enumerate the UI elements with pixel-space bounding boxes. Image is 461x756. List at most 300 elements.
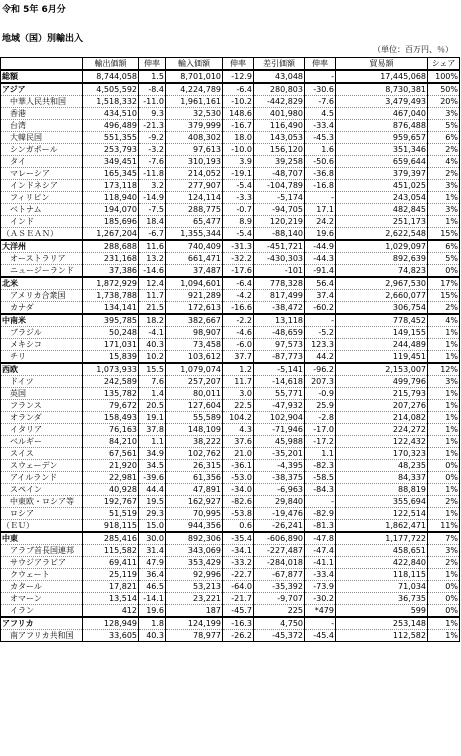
page-subtitle: 地域（国）別輸出入	[2, 34, 84, 44]
table-cell: 22,981	[83, 472, 139, 484]
table-cell: -6.0	[223, 339, 254, 351]
table-cell: 1,079,074	[166, 363, 223, 376]
table-cell: 1,029,097	[336, 240, 428, 253]
table-cell: 2,660,077	[336, 290, 428, 302]
table-cell: 0%	[428, 460, 460, 472]
row-label: アジア	[1, 83, 83, 96]
table-cell: -96.2	[305, 363, 336, 376]
table-cell: -4.2	[223, 290, 254, 302]
table-cell: 2%	[428, 168, 460, 180]
table-cell: 122,514	[336, 508, 428, 520]
table-cell: -7.5	[139, 204, 166, 216]
table-cell: 103,612	[166, 351, 223, 364]
table-cell: 29.3	[139, 508, 166, 520]
table-cell: -33.4	[305, 569, 336, 581]
table-cell: 379,397	[336, 168, 428, 180]
table-cell: 599	[336, 605, 428, 618]
table-cell: 1,738,788	[83, 290, 139, 302]
table-cell: 15.5	[139, 363, 166, 376]
table-cell: -17.2	[305, 436, 336, 448]
table-cell: 280,803	[254, 83, 305, 96]
table-cell: 2,967,530	[336, 277, 428, 290]
table-cell: 30.0	[139, 532, 166, 545]
table-cell: -21.3	[139, 120, 166, 132]
column-header: 差引価額	[254, 58, 305, 71]
table-cell: -38,375	[254, 472, 305, 484]
table-row	[1, 569, 460, 581]
table-cell: 69,411	[83, 557, 139, 569]
table-cell: 224,272	[336, 424, 428, 436]
table-cell: -10.2	[223, 96, 254, 108]
table-cell: -	[305, 70, 336, 83]
table-cell: 382,667	[166, 314, 223, 327]
table-cell: -31.3	[223, 240, 254, 253]
row-label: 西欧	[1, 363, 83, 376]
table-cell: -88,140	[254, 228, 305, 241]
row-label: ベルギー	[1, 436, 83, 448]
table-cell: -21.7	[223, 593, 254, 605]
table-cell: 482,845	[336, 204, 428, 216]
table-cell: -5.4	[223, 228, 254, 241]
column-header: 伸率	[139, 58, 166, 71]
row-label: スペイン	[1, 484, 83, 496]
table-row	[1, 424, 460, 436]
table-cell: 21.0	[223, 448, 254, 460]
table-cell: 71,034	[336, 581, 428, 593]
row-label: フィリピン	[1, 192, 83, 204]
row-label: 中東欧・ロシア等	[1, 496, 83, 508]
row-label: オランダ	[1, 412, 83, 424]
table-row	[1, 253, 460, 265]
table-cell: -91.4	[305, 265, 336, 278]
table-cell: 3%	[428, 545, 460, 557]
table-cell: -33.2	[223, 557, 254, 569]
table-cell: -12.9	[223, 70, 254, 83]
table-cell: -0.7	[223, 204, 254, 216]
table-cell: -451,721	[254, 240, 305, 253]
table-cell: 13.2	[139, 253, 166, 265]
table-row	[1, 144, 460, 156]
table-cell: 1%	[428, 424, 460, 436]
row-label: 中東	[1, 532, 83, 545]
table-cell: -14.1	[139, 593, 166, 605]
table-cell: 778,328	[254, 277, 305, 290]
table-cell: -442,829	[254, 96, 305, 108]
table-cell: 2%	[428, 496, 460, 508]
table-cell: 19.1	[139, 412, 166, 424]
row-label: アメリカ合衆国	[1, 290, 83, 302]
table-cell: 0%	[428, 605, 460, 618]
table-cell: -34.0	[223, 484, 254, 496]
table-cell: 1%	[428, 569, 460, 581]
table-cell: 3%	[428, 108, 460, 120]
table-cell: -2.2	[223, 314, 254, 327]
table-cell: 921,289	[166, 290, 223, 302]
table-cell: -5,141	[254, 363, 305, 376]
table-cell: 17,821	[83, 581, 139, 593]
table-cell: -19.1	[223, 168, 254, 180]
table-cell: -82.9	[305, 508, 336, 520]
table-cell: 55,589	[166, 412, 223, 424]
table-row	[1, 376, 460, 388]
table-cell: 21.5	[139, 302, 166, 315]
table-cell: 467,040	[336, 108, 428, 120]
row-label: マレーシア	[1, 168, 83, 180]
row-label: クウェート	[1, 569, 83, 581]
table-cell: 243,054	[336, 192, 428, 204]
table-cell: 1,094,601	[166, 277, 223, 290]
table-cell: 353,429	[166, 557, 223, 569]
table-cell: 207,276	[336, 400, 428, 412]
table-cell: -	[305, 314, 336, 327]
table-cell: 44.2	[305, 351, 336, 364]
table-row	[1, 630, 460, 642]
row-label: インドネシア	[1, 180, 83, 192]
table-cell: 158,493	[83, 412, 139, 424]
table-cell: -9.2	[139, 132, 166, 144]
table-row	[1, 156, 460, 168]
table-cell: 253,148	[336, 617, 428, 630]
table-cell: 817,499	[254, 290, 305, 302]
table-cell: -30.6	[305, 83, 336, 96]
table-cell: 8.9	[223, 216, 254, 228]
table-cell: 15.0	[139, 520, 166, 533]
table-cell: -16.7	[223, 120, 254, 132]
table-row	[1, 388, 460, 400]
table-cell: 12%	[428, 363, 460, 376]
table-cell: 12.4	[139, 277, 166, 290]
table-cell: 102,904	[254, 412, 305, 424]
table-row	[1, 545, 460, 557]
row-label: イラン	[1, 605, 83, 618]
column-header: シェア	[428, 58, 460, 71]
table-cell: -10.0	[223, 144, 254, 156]
table-cell: 37,386	[83, 265, 139, 278]
table-cell: 1%	[428, 412, 460, 424]
table-row	[1, 192, 460, 204]
table-cell: 37.6	[223, 436, 254, 448]
table-cell: 1,518,332	[83, 96, 139, 108]
table-cell: 127,604	[166, 400, 223, 412]
table-cell: 412	[83, 605, 139, 618]
table-cell: 4,505,592	[83, 83, 139, 96]
table-row	[1, 327, 460, 339]
table-cell: 92,996	[166, 569, 223, 581]
table-cell: 892,306	[166, 532, 223, 545]
table-row	[1, 412, 460, 424]
table-cell: 2,622,548	[336, 228, 428, 241]
header-row	[1, 58, 460, 71]
table-cell: 2%	[428, 144, 460, 156]
table-cell: 3.0	[223, 388, 254, 400]
table-cell: 148,109	[166, 424, 223, 436]
row-label: 香港	[1, 108, 83, 120]
table-row	[1, 228, 460, 241]
table-cell: 11.6	[139, 240, 166, 253]
row-label: オマーン	[1, 593, 83, 605]
table-cell: 47.9	[139, 557, 166, 569]
table-cell: -82.6	[223, 496, 254, 508]
table-cell: -11.0	[139, 96, 166, 108]
table-cell: 40.3	[139, 339, 166, 351]
table-cell: 98,907	[166, 327, 223, 339]
table-cell: 408,302	[166, 132, 223, 144]
column-header	[1, 58, 83, 71]
table-cell: 34.9	[139, 448, 166, 460]
table-cell: 1%	[428, 400, 460, 412]
table-cell: -53.0	[223, 472, 254, 484]
table-cell: 876,488	[336, 120, 428, 132]
row-label: 南アフリカ共和国	[1, 630, 83, 642]
table-cell: 23,221	[166, 593, 223, 605]
table-cell: 434,510	[83, 108, 139, 120]
table-cell: -73.9	[305, 581, 336, 593]
trade-table	[0, 57, 460, 642]
table-cell: 187	[166, 605, 223, 618]
table-cell: 288,775	[166, 204, 223, 216]
table-cell: 143,053	[254, 132, 305, 144]
table-cell: -84.3	[305, 484, 336, 496]
table-cell: 4%	[428, 314, 460, 327]
table-cell: 46.5	[139, 581, 166, 593]
table-cell: -104,789	[254, 180, 305, 192]
row-label: オーストラリア	[1, 253, 83, 265]
table-cell: 1.1	[139, 436, 166, 448]
table-cell: 2,153,007	[336, 363, 428, 376]
table-cell: 26,315	[166, 460, 223, 472]
table-row	[1, 593, 460, 605]
table-cell: -9,707	[254, 593, 305, 605]
table-row	[1, 314, 460, 327]
table-cell: 3%	[428, 376, 460, 388]
table-cell: 171,031	[83, 339, 139, 351]
table-cell: 1.1	[305, 448, 336, 460]
table-cell: -5,174	[254, 192, 305, 204]
table-cell: 17%	[428, 277, 460, 290]
table-cell: -6.7	[139, 228, 166, 241]
table-cell: 38,222	[166, 436, 223, 448]
table-cell: 1,961,161	[166, 96, 223, 108]
table-cell: 20.5	[139, 400, 166, 412]
table-cell: 1%	[428, 617, 460, 630]
table-row	[1, 400, 460, 412]
table-cell: 25.9	[305, 400, 336, 412]
table-cell: 124,114	[166, 192, 223, 204]
table-cell: -227,487	[254, 545, 305, 557]
table-cell: 18.4	[139, 216, 166, 228]
table-cell: 33,605	[83, 630, 139, 642]
table-cell: -8.4	[139, 83, 166, 96]
row-label: シンガポール	[1, 144, 83, 156]
table-cell: 277,907	[166, 180, 223, 192]
table-cell: 959,657	[336, 132, 428, 144]
table-cell: 84,210	[83, 436, 139, 448]
table-cell: 310,193	[166, 156, 223, 168]
table-cell: 215,793	[336, 388, 428, 400]
table-cell: 148.6	[223, 108, 254, 120]
row-label: カタール	[1, 581, 83, 593]
row-label: 総額	[1, 70, 83, 83]
table-cell: 78,977	[166, 630, 223, 642]
table-cell: 1.2	[223, 363, 254, 376]
table-cell: 37.4	[305, 290, 336, 302]
row-label: ロシア	[1, 508, 83, 520]
table-cell: 918,115	[83, 520, 139, 533]
table-cell: -44.3	[305, 253, 336, 265]
column-header: 伸率	[223, 58, 254, 71]
column-header: 貿易額	[336, 58, 428, 71]
table-cell: -6,963	[254, 484, 305, 496]
table-cell: 11%	[428, 520, 460, 533]
table-cell: 1%	[428, 436, 460, 448]
table-cell: -19,476	[254, 508, 305, 520]
table-cell: -45.7	[223, 605, 254, 618]
table-cell: 288,688	[83, 240, 139, 253]
table-cell: 0%	[428, 593, 460, 605]
table-cell: 80,011	[166, 388, 223, 400]
table-cell: 29,840	[254, 496, 305, 508]
table-cell: 253,793	[83, 144, 139, 156]
table-cell: -87,773	[254, 351, 305, 364]
row-label: スイス	[1, 448, 83, 460]
table-cell: 45,988	[254, 436, 305, 448]
table-row	[1, 240, 460, 253]
table-cell: 37.7	[223, 351, 254, 364]
table-cell: 18.0	[223, 132, 254, 144]
table-cell: 20%	[428, 96, 460, 108]
table-row	[1, 448, 460, 460]
table-cell: 355,694	[336, 496, 428, 508]
table-cell: 100%	[428, 70, 460, 83]
table-cell: 17,445,068	[336, 70, 428, 83]
table-cell: 104.2	[223, 412, 254, 424]
table-cell: 401,980	[254, 108, 305, 120]
table-cell: -5.2	[305, 327, 336, 339]
table-cell: 4%	[428, 156, 460, 168]
table-cell: 740,409	[166, 240, 223, 253]
table-cell: 343,069	[166, 545, 223, 557]
table-cell: 285,416	[83, 532, 139, 545]
table-cell: 22.5	[223, 400, 254, 412]
table-row	[1, 277, 460, 290]
table-cell: -58.5	[305, 472, 336, 484]
table-cell: 135,782	[83, 388, 139, 400]
table-cell: 122,432	[336, 436, 428, 448]
table-cell: 1%	[428, 351, 460, 364]
table-cell: 116,490	[254, 120, 305, 132]
table-cell: -	[305, 617, 336, 630]
table-cell: 257,207	[166, 376, 223, 388]
table-cell: 120,219	[254, 216, 305, 228]
row-label: チリ	[1, 351, 83, 364]
table-cell: -16.8	[305, 180, 336, 192]
page-title: 令和 5年 6月分	[2, 5, 66, 15]
table-cell: 13,118	[254, 314, 305, 327]
table-cell: 1.5	[139, 70, 166, 83]
table-cell: 892,639	[336, 253, 428, 265]
table-cell: -5.4	[223, 180, 254, 192]
table-cell: 5%	[428, 253, 460, 265]
table-cell: 39,258	[254, 156, 305, 168]
table-row	[1, 460, 460, 472]
table-cell: 48,235	[336, 460, 428, 472]
table-cell: 15%	[428, 228, 460, 241]
table-cell: 102,762	[166, 448, 223, 460]
table-cell: 0%	[428, 472, 460, 484]
table-cell: 306,754	[336, 302, 428, 315]
table-row	[1, 265, 460, 278]
table-cell: -44.9	[305, 240, 336, 253]
table-cell: 1%	[428, 630, 460, 642]
table-cell: 1%	[428, 327, 460, 339]
table-cell: 7.6	[139, 376, 166, 388]
table-cell: 37.8	[139, 424, 166, 436]
table-cell: -38,472	[254, 302, 305, 315]
table-cell: 56.4	[305, 277, 336, 290]
table-cell: 451,025	[336, 180, 428, 192]
table-cell: -32.2	[223, 253, 254, 265]
table-cell: 53,213	[166, 581, 223, 593]
table-cell: 185,696	[83, 216, 139, 228]
table-cell: 79,672	[83, 400, 139, 412]
table-cell: 5%	[428, 120, 460, 132]
table-row	[1, 204, 460, 216]
table-cell: -36.8	[305, 168, 336, 180]
table-cell: -14.6	[139, 265, 166, 278]
table-row	[1, 339, 460, 351]
table-row	[1, 617, 460, 630]
table-cell: -34.1	[223, 545, 254, 557]
table-cell: -17.6	[223, 265, 254, 278]
table-cell: 4.5	[305, 108, 336, 120]
table-cell: -606,890	[254, 532, 305, 545]
table-row	[1, 351, 460, 364]
table-cell: -284,018	[254, 557, 305, 569]
table-cell: 1,267,204	[83, 228, 139, 241]
table-cell: 0%	[428, 581, 460, 593]
table-row	[1, 520, 460, 533]
table-cell: 0%	[428, 265, 460, 278]
table-cell: 50,248	[83, 327, 139, 339]
table-row	[1, 484, 460, 496]
table-cell: 55,771	[254, 388, 305, 400]
table-cell: 2%	[428, 557, 460, 569]
table-row	[1, 605, 460, 618]
table-cell: 24.2	[305, 216, 336, 228]
table-row	[1, 180, 460, 192]
table-cell: 4.3	[223, 424, 254, 436]
table-cell: 351,346	[336, 144, 428, 156]
table-cell: 6%	[428, 240, 460, 253]
table-row	[1, 108, 460, 120]
table-cell: -35.4	[223, 532, 254, 545]
row-label: ベトナム	[1, 204, 83, 216]
table-cell: -30.2	[305, 593, 336, 605]
table-cell: 76,163	[83, 424, 139, 436]
table-cell: *479	[305, 605, 336, 618]
table-cell: 61,356	[166, 472, 223, 484]
table-cell: 242,589	[83, 376, 139, 388]
table-cell: 1.4	[139, 388, 166, 400]
table-cell: 34.5	[139, 460, 166, 472]
table-cell: 8,744,058	[83, 70, 139, 83]
table-cell: 1.6	[305, 144, 336, 156]
table-cell: 3.2	[139, 180, 166, 192]
table-cell: -14.9	[139, 192, 166, 204]
table-cell: -50.6	[305, 156, 336, 168]
table-cell: -4,395	[254, 460, 305, 472]
table-cell: 395,785	[83, 314, 139, 327]
